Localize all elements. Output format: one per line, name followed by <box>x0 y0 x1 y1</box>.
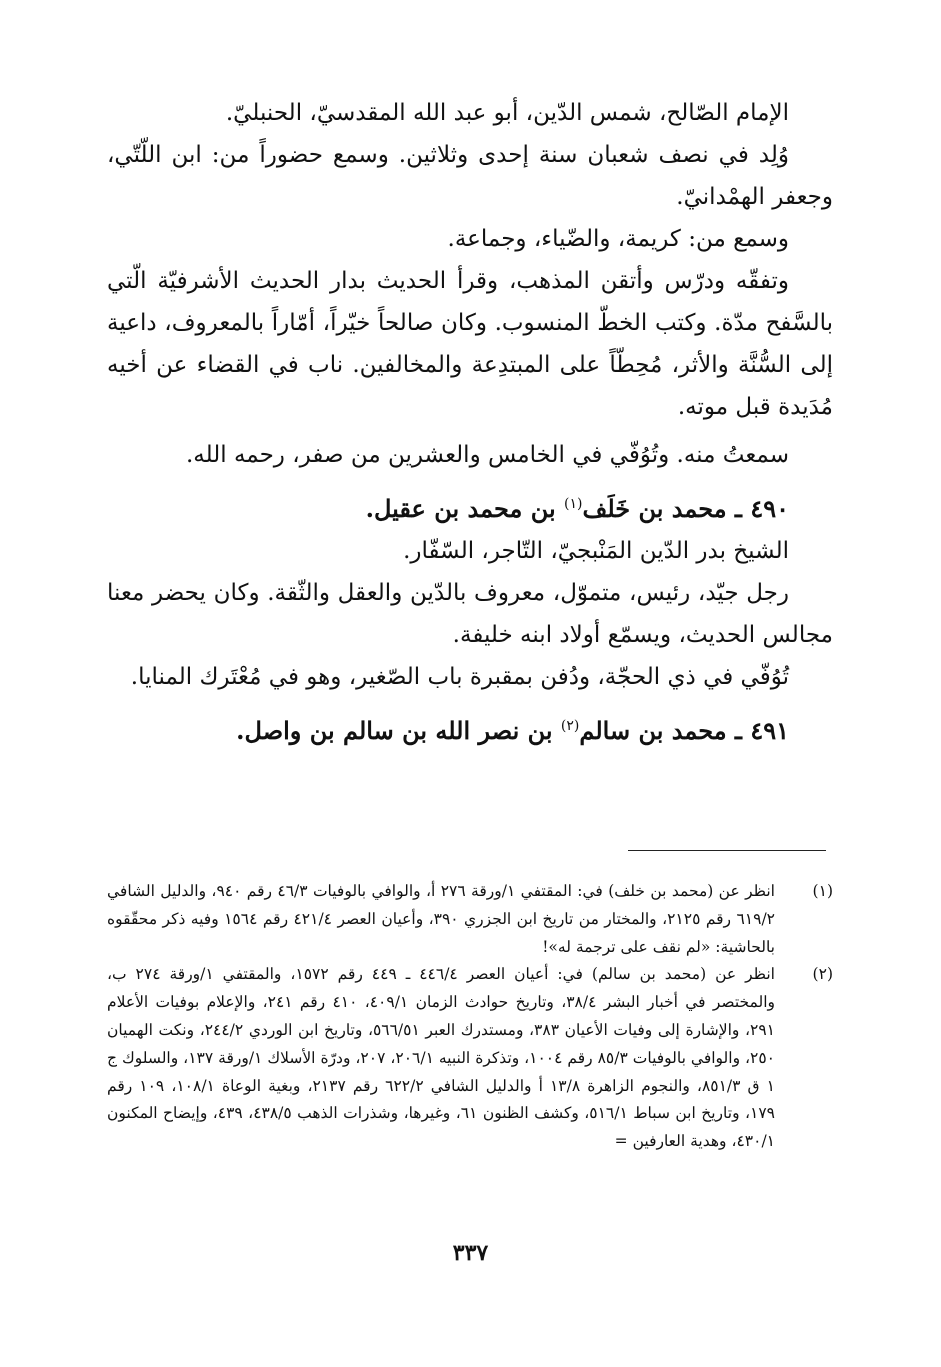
entry-name-rest: بن نصر الله بن سالم بن واصل. <box>236 716 561 745</box>
footnotes <box>107 878 833 1156</box>
paragraph: تُوُفّي في ذي الحجّة، ودُفن بمقبرة باب الصّغير، وهو في مُعْتَرك المنايا. <box>130 664 789 690</box>
paragraph: وتفقّه ودرّس وأتقن المذهب، وقرأ الحديث بدار الحديث الأشرفيّة الّتي بالسَّفح مدّة. وكتب الخطّ المنسوب. وكان صالحاً خيّراً، أمّاراً بالمعروف، داعية إلى السُّنَّة والأثر، مُحِطّاً على المبتدِعة والمخالفين. ناب في القضاء عن أخيه مُدَيدة قبل موته. <box>107 268 833 420</box>
paragraph: سمعتُ منه. وتُوُفّي في الخامس والعشرين من صفر، رحمه الله. <box>186 442 789 468</box>
paragraph: الشيخ بدر الدّين المَنْبجيّ، التّاجر، السّفّار. <box>403 538 789 564</box>
entry-heading-490 <box>107 488 833 530</box>
entry-name: ٤٩٠ ـ محمد بن خَلَف <box>582 494 789 523</box>
footnote-ref: (١) <box>564 496 583 512</box>
footnote-1 <box>107 878 833 961</box>
entry-name-rest: بن محمد بن عقيل. <box>365 494 564 523</box>
footnote-text: انظر عن (محمد بن سالم) في: أعيان العصر ٤٤٦/٤ ـ ٤٤٩ رقم ١٥٧٢، والمقتفي ١/ورقة ٢٧٤ ب، والمختصر في أخبار البشر ٣٨/٤، وتاريخ حوادث الزمان ٤٠٩/١، ٤١٠ رقم ٢٤١، والإعلام بوفيات الأعلام ٢٩١، والإشارة إلى وفيات الأعيان ٣٨٣، ومستدرك العبر ٥٦٦/٥١، وتاريخ ابن الوردي ٢٤٤/٢، ونكت الهميان ٢٥٠، والوافي بالوفيات ٨٥/٣ رقم ١٠٠٤، وتذكرة النبيه ٢٠٦/١، ٢٠٧، ودرّة الأسلاك ١/ورقة ١٣٧، والسلوك ج ١ ق ٨٥١/٣، والنجوم الزاهرة ١٣/٨ أ والدليل الشافي ٦٢٢/٢ رقم ٢١٣٧، وبغية الوعاة ١٠٨/١، ١٠٩ رقم ١٧٩، وتاريخ ابن سباط ٥١٦/١، وكشف الظنون ٦١، وغيرها، وشذرات الذهب ٤٣٨/٥، ٤٣٩، وإيضاح المكنون ٤٣٠/١، وهدية العارفين = <box>107 965 776 1151</box>
entry-name: ٤٩١ ـ محمد بن سالم <box>579 716 789 745</box>
footnote-number: (١) <box>812 882 833 900</box>
paragraph: الإمام الصّالح، شمس الدّين، أبو عبد الله المقدسيّ، الحنبليّ. <box>225 100 789 126</box>
main-text <box>107 92 833 752</box>
footnote-2 <box>107 961 833 1156</box>
footnote-text: انظر عن (محمد بن خلف) في: المقتفي ١/ورقة ٢٧٦ أ، والوافي بالوفيات ٤٦/٣ رقم ٩٤٠، والدليل الشافي ٦١٩/٢ رقم ٢١٢٥، والمختار من تاريخ ابن الجزري ٣٩٠، وأعيان العصر ٤٢١/٤ رقم ١٥٦٤ وفيه ذكر محقّقوه بالحاشية: «لم نقف على ترجمة له»! <box>107 882 775 956</box>
paragraph: وُلِد في نصف شعبان سنة إحدى وثلاثين. وسمع حضوراً من: ابن اللّتّي، وجعفر الهمْدانيّ. <box>107 142 833 210</box>
entry-heading-491 <box>107 710 833 752</box>
footnote-number: (٢) <box>812 965 833 984</box>
paragraph: وسمع من: كريمة، والضّياء، وجماعة. <box>447 226 789 252</box>
page-number: ٣٣٧ <box>452 1240 489 1266</box>
footnote-ref: (٢) <box>560 718 580 734</box>
paragraph: رجل جيّد، رئيس، متموّل، معروف بالدّين والعقل والثّقة. وكان يحضر معنا مجالس الحديث، ويسمّع أولاد ابنه خليفة. <box>107 580 833 648</box>
